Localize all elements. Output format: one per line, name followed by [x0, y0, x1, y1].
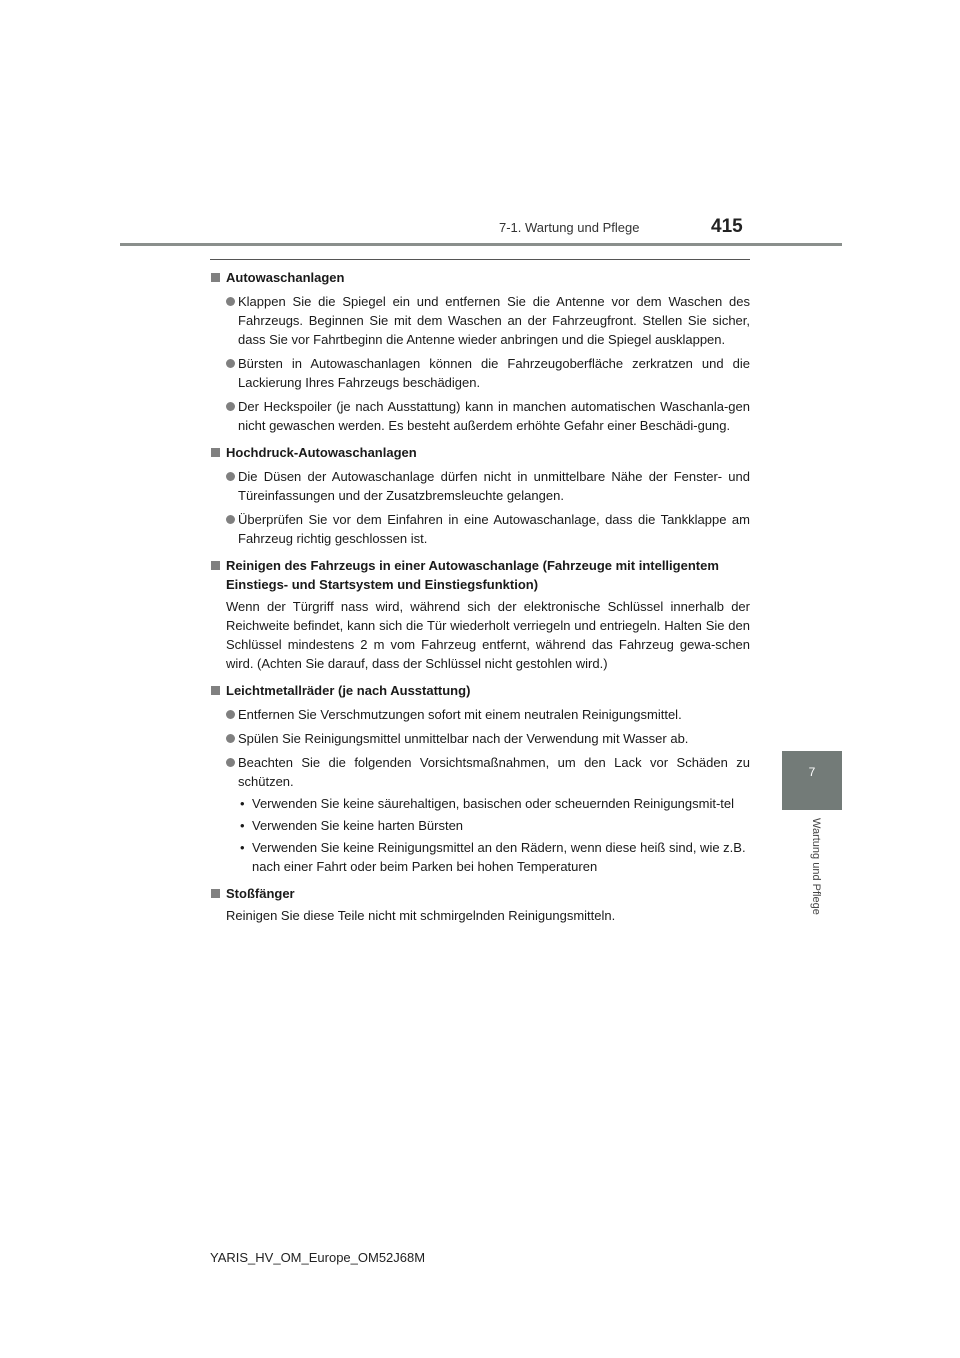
round-bullet-icon — [226, 734, 235, 743]
section-paragraph: Reinigen Sie diese Teile nicht mit schmirgelnden Reinigungsmitteln. — [226, 908, 616, 923]
section-heading — [210, 681, 750, 700]
chapter-number: 7 — [808, 765, 816, 779]
sub-item — [210, 794, 750, 813]
round-bullet-icon — [226, 359, 235, 368]
section-reinigen-schluessel — [210, 556, 750, 673]
square-bullet-icon — [211, 889, 220, 898]
sub-item — [210, 838, 750, 876]
square-bullet-icon — [211, 686, 220, 695]
section-title: 7-1. Wartung und Pflege — [499, 220, 640, 235]
section-leichtmetallraeder — [210, 681, 750, 876]
bullet-text: Klappen Sie die Spiegel ein und entfernen Sie die Antenne vor dem Waschen des Fahrzeugs. Beginnen Sie mit dem Waschen an der Fahrzeugfront. Stellen Sie sicher, dass Sie vor Fahrtbeginn die Antenne wieder anbringen und die Spiegel ausklappen. — [238, 294, 750, 347]
dot-marker: • — [240, 840, 245, 855]
content — [210, 259, 750, 925]
bullet-item — [210, 705, 750, 724]
bullet-text: Spülen Sie Reinigungsmittel unmittelbar nach der Verwendung mit Wasser ab. — [238, 731, 689, 746]
dot-marker: • — [240, 796, 245, 811]
round-bullet-icon — [226, 710, 235, 719]
bullet-item — [210, 354, 750, 392]
footer-doc-id: YARIS_HV_OM_Europe_OM52J68M — [210, 1250, 426, 1265]
bullet-item — [210, 753, 750, 791]
header-rule — [120, 243, 842, 246]
bullet-text: Beachten Sie die folgenden Vorsichtsmaßnahmen, um den Lack vor Schäden zu schützen. — [238, 755, 750, 789]
bullet-text: Die Düsen der Autowaschanlage dürfen nicht in unmittelbare Nähe der Fenster- und Türeinfassungen und der Zusatzbremsleuchte gelangen. — [238, 469, 750, 503]
section-heading — [210, 268, 750, 287]
bullet-item — [210, 467, 750, 505]
section-heading — [210, 556, 750, 594]
sub-item-text: Verwenden Sie keine harten Bürsten — [252, 818, 464, 833]
section-heading — [210, 443, 750, 462]
section-hochdruck — [210, 443, 750, 548]
section-heading-text: Stoßfänger — [226, 886, 295, 901]
square-bullet-icon — [211, 561, 220, 570]
sub-item-text: Verwenden Sie keine Reinigungsmittel an den Rädern, wenn diese heiß sind, wie z.B. nach einer Fahrt oder beim Parken bei hohen Temperaturen — [252, 840, 746, 874]
square-bullet-icon — [211, 273, 220, 282]
chapter-side-label — [805, 818, 825, 938]
section-autowaschanlagen — [210, 268, 750, 435]
section-heading-text: Leichtmetallräder (je nach Ausstattung) — [226, 683, 471, 698]
content-rule — [210, 259, 750, 260]
section-heading — [210, 884, 750, 903]
chapter-tab — [782, 751, 842, 810]
bullet-item — [210, 397, 750, 435]
round-bullet-icon — [226, 472, 235, 481]
section-heading-text: Reinigen des Fahrzeugs in einer Autowaschanlage (Fahrzeuge mit intelligentem Einstiegs- und Startsystem und Einstiegsfunktion) — [226, 558, 719, 592]
bullet-text: Der Heckspoiler (je nach Ausstattung) kann in manchen automatischen Waschanla-gen nicht gewaschen werden. Es besteht außerdem erhöhte Gefahr einer Beschädi-gung. — [238, 399, 750, 433]
dot-marker: • — [240, 818, 245, 833]
section-paragraph: Wenn der Türgriff nass wird, während sich der elektronische Schlüssel innerhalb der Reichweite befindet, kann sich die Tür wiederholt verriegeln und entriegeln. Halten Sie den Schlüssel mindestens 2 m vom Fahrzeug entfernt, während das Fahrzeug gewa-schen wird. (Achten Sie darauf, dass der Schlüssel nicht gestohlen wird.) — [226, 599, 750, 671]
bullet-item — [210, 729, 750, 748]
square-bullet-icon — [211, 448, 220, 457]
round-bullet-icon — [226, 402, 235, 411]
bullet-item — [210, 510, 750, 548]
section-heading-text: Autowaschanlagen — [226, 270, 345, 285]
round-bullet-icon — [226, 758, 235, 767]
round-bullet-icon — [226, 297, 235, 306]
bullet-text: Entfernen Sie Verschmutzungen sofort mit einem neutralen Reinigungsmittel. — [238, 707, 682, 722]
section-heading-text: Hochdruck-Autowaschanlagen — [226, 445, 417, 460]
sub-item — [210, 816, 750, 835]
section-stossfaenger — [210, 884, 750, 925]
round-bullet-icon — [226, 515, 235, 524]
bullet-item — [210, 292, 750, 349]
page-number: 415 — [711, 216, 743, 237]
sub-item-text: Verwenden Sie keine säurehaltigen, basischen oder scheuernden Reinigungsmit-tel — [252, 796, 735, 811]
bullet-text: Überprüfen Sie vor dem Einfahren in eine Autowaschanlage, dass die Tankklappe am Fahrzeug richtig geschlossen ist. — [238, 512, 750, 546]
bullet-text: Bürsten in Autowaschanlagen können die Fahrzeugoberfläche zerkratzen und die Lackierung Ihres Fahrzeugs beschädigen. — [238, 356, 750, 390]
chapter-title: Wartung und Pflege — [810, 818, 822, 915]
